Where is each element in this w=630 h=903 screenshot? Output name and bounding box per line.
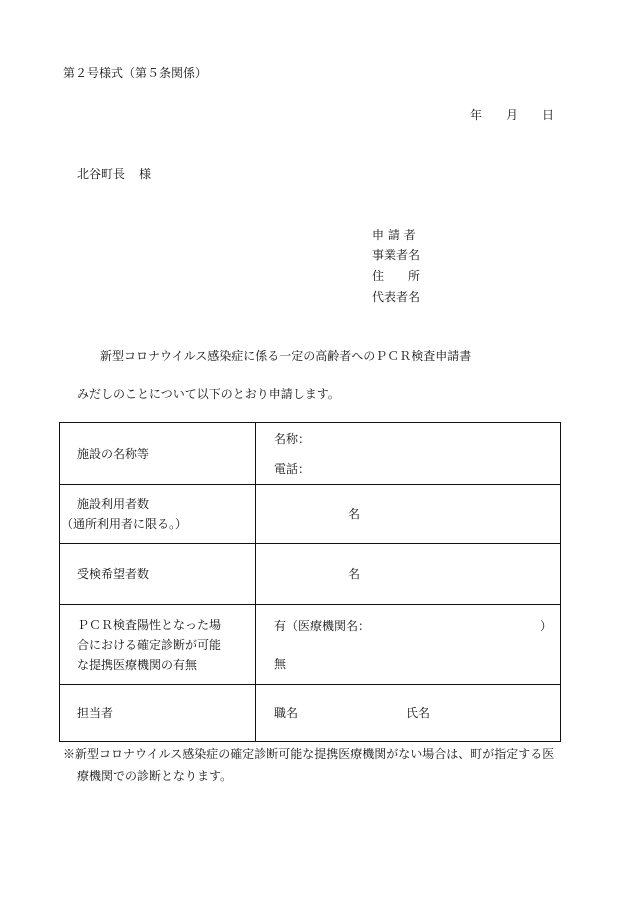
intro-text: みだしのことについて以下のとおり申請します。 [77,387,340,401]
footnote-line1: ※新型コロナウイルス感染症の確定診断可能な提携医療機関がない場合は、町が指定する医 [63,747,555,761]
facility-value-cell[interactable] [256,423,561,485]
hospital-label-cell [60,605,256,685]
representative-label: 代表者名 [372,290,421,304]
hospital-yes-option[interactable]: 有（医療機関名： [274,618,365,633]
staff-position-label: 職名 [274,706,299,720]
form-number: 第２号様式（第５条関係） [63,66,208,80]
date-day-label: 日 [542,108,555,122]
table-row-facility [60,423,561,485]
staff-label: 担当者 [77,706,114,720]
testers-label: 受検希望者数 [77,567,150,581]
date-year-label: 年 [470,108,483,122]
hospital-no-option[interactable]: 無 [274,656,287,671]
document-title: 新型コロナウイルス感染症に係る一定の高齢者へのＰＣＲ検査申請書 [100,349,472,363]
users-unit: 名 [348,507,361,521]
footnote-line2: 療機関での診断となります。 [77,769,233,783]
hospital-label-line3: な提携医療機関の有無 [77,657,198,672]
addressee [77,168,151,180]
users-value-cell[interactable] [256,485,561,544]
addressee-name: 北谷町長 [77,167,126,181]
addressee-honorific: 様 [139,167,152,181]
date-month-label: 月 [506,108,519,122]
business-name-label: 事業者名 [372,248,421,262]
facility-phone-label: 電話： [274,461,311,476]
table-row-testers [60,544,561,605]
date-line [470,109,554,121]
facility-label: 施設の名称等 [77,446,150,461]
hospital-yes-close: ） [540,618,553,633]
facility-name-label: 名称： [274,431,311,446]
testers-unit: 名 [348,567,361,581]
users-label: 施設利用者数 [77,497,150,511]
testers-label-cell [60,544,256,605]
users-label-note: （通所利用者に限る。） [61,517,188,531]
hospital-label-line2: 合における確定診断が可能 [77,637,222,652]
table-row-hospital [60,605,561,685]
staff-name-label: 氏名 [406,706,431,720]
staff-value-cell[interactable] [256,685,561,742]
users-label-cell [60,485,256,544]
address-label: 住 所 [372,269,421,283]
testers-value-cell[interactable] [256,544,561,605]
facility-label-cell [60,423,256,485]
hospital-label-line1: ＰＣＲ検査陽性となった場 [77,617,222,632]
applicant-title: 申 請 者 [372,228,416,242]
table-row-users [60,485,561,544]
staff-label-cell [60,685,256,742]
application-table [59,422,561,742]
hospital-value-cell[interactable] [256,605,561,685]
table-row-staff [60,685,561,742]
